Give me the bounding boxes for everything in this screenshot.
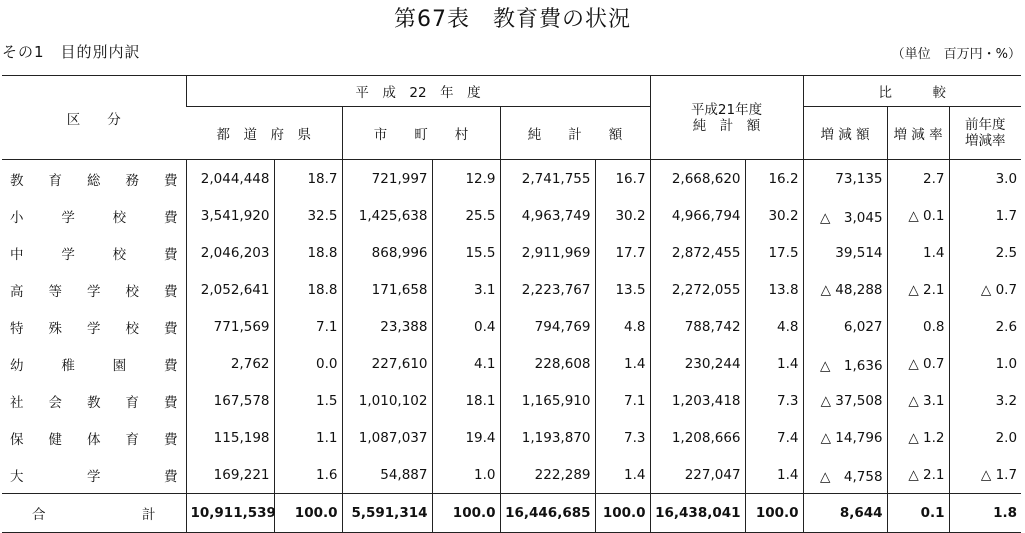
header-prev-line1: 前年度 (965, 117, 1006, 133)
cell-muni-pct: 3.1 (432, 271, 500, 308)
table-subtitle: その1 目的別内訳 (2, 43, 141, 61)
table-row (2, 345, 1021, 382)
cell-pref: 771,569 (186, 308, 274, 345)
cell-h21-pct: 4.8 (745, 308, 803, 345)
category-label: 社 会 教 育 費 (10, 394, 178, 411)
total-h21-pct: 100.0 (745, 494, 803, 533)
cell-h21: 4,966,794 (650, 197, 745, 234)
cell-pref-pct: 18.8 (274, 234, 342, 271)
unit-note: （単位 百万円・%） (891, 47, 1021, 62)
total-label (2, 494, 186, 533)
cell-prev: 1.0 (949, 345, 1021, 382)
cell-muni: 1,087,037 (342, 419, 432, 456)
total-row (2, 494, 1021, 533)
category-label: 中 学 校 費 (10, 246, 178, 263)
cell-h21: 1,203,418 (650, 382, 745, 419)
row-category (2, 345, 186, 382)
table-row (2, 456, 1021, 494)
category-label: 保 健 体 育 費 (10, 431, 178, 448)
cell-net-pct: 16.7 (595, 160, 650, 198)
cell-muni-pct: 1.0 (432, 456, 500, 494)
cell-h21-pct: 7.3 (745, 382, 803, 419)
total-h21: 16,438,041 (650, 494, 745, 533)
row-category (2, 160, 186, 198)
cell-h21-pct: 16.2 (745, 160, 803, 198)
total-diff: 8,644 (803, 494, 887, 533)
cell-muni-pct: 18.1 (432, 382, 500, 419)
cell-pref: 167,578 (186, 382, 274, 419)
header-rate: 増 減 率 (887, 107, 949, 160)
cell-prev: △ 1.7 (949, 456, 1021, 494)
total-net: 16,446,685 (500, 494, 595, 533)
row-category (2, 419, 186, 456)
cell-h21: 788,742 (650, 308, 745, 345)
cell-pref-pct: 1.1 (274, 419, 342, 456)
cell-muni: 23,388 (342, 308, 432, 345)
total-muni-pct: 100.0 (432, 494, 500, 533)
cell-net-pct: 7.1 (595, 382, 650, 419)
header-category: 区 分 (2, 76, 186, 160)
cell-net: 222,289 (500, 456, 595, 494)
cell-muni: 721,997 (342, 160, 432, 198)
cell-pref: 115,198 (186, 419, 274, 456)
cell-net-pct: 17.7 (595, 234, 650, 271)
cell-h21-pct: 7.4 (745, 419, 803, 456)
cell-pref: 2,044,448 (186, 160, 274, 198)
total-pref: 10,911,539 (186, 494, 274, 533)
category-label: 特 殊 学 校 費 (10, 320, 178, 337)
cell-net: 1,165,910 (500, 382, 595, 419)
cell-diff: △ 48,288 (803, 271, 887, 308)
cell-pref-pct: 1.6 (274, 456, 342, 494)
cell-net: 1,193,870 (500, 419, 595, 456)
cell-diff: 6,027 (803, 308, 887, 345)
cell-diff: 73,135 (803, 160, 887, 198)
cell-h21-pct: 13.8 (745, 271, 803, 308)
row-category (2, 382, 186, 419)
cell-diff: △ 4,758 (803, 456, 887, 494)
cell-h21: 1,208,666 (650, 419, 745, 456)
cell-muni: 1,425,638 (342, 197, 432, 234)
row-category (2, 271, 186, 308)
category-label: 教 育 総 務 費 (10, 172, 178, 189)
cell-pref-pct: 18.8 (274, 271, 342, 308)
cell-pref: 169,221 (186, 456, 274, 494)
row-category (2, 197, 186, 234)
cell-rate: △ 2.1 (887, 271, 949, 308)
cell-diff: △ 37,508 (803, 382, 887, 419)
cell-h21: 2,272,055 (650, 271, 745, 308)
cell-muni: 227,610 (342, 345, 432, 382)
cell-prev: 2.6 (949, 308, 1021, 345)
cell-muni-pct: 12.9 (432, 160, 500, 198)
category-label: 小 学 校 費 (10, 209, 178, 226)
header-pref: 都 道 府 県 (186, 107, 342, 160)
row-category (2, 456, 186, 494)
cell-rate: △ 2.1 (887, 456, 949, 494)
cell-net-pct: 13.5 (595, 271, 650, 308)
cell-rate: 1.4 (887, 234, 949, 271)
total-muni: 5,591,314 (342, 494, 432, 533)
header-h21-line1: 平成21年度 (690, 101, 763, 118)
cell-muni-pct: 19.4 (432, 419, 500, 456)
page-title: 第67表 教育費の状況 (394, 7, 631, 32)
cell-muni: 1,010,102 (342, 382, 432, 419)
education-expense-table (2, 75, 1021, 533)
cell-rate: △ 3.1 (887, 382, 949, 419)
cell-h21: 2,872,455 (650, 234, 745, 271)
cell-muni-pct: 25.5 (432, 197, 500, 234)
cell-pref-pct: 32.5 (274, 197, 342, 234)
table-row (2, 197, 1021, 234)
cell-net: 2,223,767 (500, 271, 595, 308)
table-row (2, 160, 1021, 198)
cell-net: 2,911,969 (500, 234, 595, 271)
header-h21-line2: 純 計 額 (692, 117, 761, 134)
cell-muni: 171,658 (342, 271, 432, 308)
cell-net-pct: 7.3 (595, 419, 650, 456)
category-label: 幼 稚 園 費 (10, 357, 178, 374)
row-category (2, 234, 186, 271)
cell-prev: 1.7 (949, 197, 1021, 234)
header-net: 純 計 額 (500, 107, 650, 160)
cell-pref: 2,762 (186, 345, 274, 382)
cell-net: 794,769 (500, 308, 595, 345)
cell-diff: △ 14,796 (803, 419, 887, 456)
header-compare: 比 較 (803, 76, 1021, 107)
cell-pref-pct: 18.7 (274, 160, 342, 198)
cell-muni: 868,996 (342, 234, 432, 271)
cell-net: 228,608 (500, 345, 595, 382)
cell-h21: 2,668,620 (650, 160, 745, 198)
total-net-pct: 100.0 (595, 494, 650, 533)
cell-pref-pct: 1.5 (274, 382, 342, 419)
total-pref-pct: 100.0 (274, 494, 342, 533)
header-diff: 増 減 額 (803, 107, 887, 160)
header-prev (949, 107, 1021, 160)
cell-net: 4,963,749 (500, 197, 595, 234)
cell-h21-pct: 1.4 (745, 456, 803, 494)
cell-rate: △ 0.7 (887, 345, 949, 382)
cell-pref-pct: 0.0 (274, 345, 342, 382)
cell-prev: △ 0.7 (949, 271, 1021, 308)
cell-rate: 0.8 (887, 308, 949, 345)
category-label: 合 計 (32, 507, 156, 523)
table-row (2, 308, 1021, 345)
cell-net-pct: 1.4 (595, 456, 650, 494)
cell-prev: 2.5 (949, 234, 1021, 271)
cell-h21-pct: 17.5 (745, 234, 803, 271)
cell-rate: 2.7 (887, 160, 949, 198)
cell-h21: 227,047 (650, 456, 745, 494)
category-label: 高 等 学 校 費 (10, 283, 178, 300)
row-category (2, 308, 186, 345)
cell-rate: △ 0.1 (887, 197, 949, 234)
cell-diff: △ 1,636 (803, 345, 887, 382)
cell-prev: 3.2 (949, 382, 1021, 419)
header-h21 (650, 76, 803, 160)
cell-h21-pct: 30.2 (745, 197, 803, 234)
cell-muni: 54,887 (342, 456, 432, 494)
cell-rate: △ 1.2 (887, 419, 949, 456)
cell-h21: 230,244 (650, 345, 745, 382)
cell-net-pct: 30.2 (595, 197, 650, 234)
cell-pref-pct: 7.1 (274, 308, 342, 345)
cell-pref: 3,541,920 (186, 197, 274, 234)
header-muni: 市 町 村 (342, 107, 500, 160)
cell-prev: 2.0 (949, 419, 1021, 456)
cell-muni-pct: 0.4 (432, 308, 500, 345)
cell-diff: △ 3,045 (803, 197, 887, 234)
cell-net-pct: 4.8 (595, 308, 650, 345)
table-row (2, 234, 1021, 271)
table-row (2, 271, 1021, 308)
cell-h21-pct: 1.4 (745, 345, 803, 382)
table-row (2, 419, 1021, 456)
cell-pref: 2,046,203 (186, 234, 274, 271)
header-h22: 平 成 22 年 度 (186, 76, 650, 107)
header-prev-line2: 増減率 (965, 133, 1006, 149)
cell-muni-pct: 4.1 (432, 345, 500, 382)
total-prev: 1.8 (949, 494, 1021, 533)
total-rate: 0.1 (887, 494, 949, 533)
category-label: 大 学 費 (10, 468, 178, 485)
table-row (2, 382, 1021, 419)
cell-diff: 39,514 (803, 234, 887, 271)
cell-net: 2,741,755 (500, 160, 595, 198)
cell-muni-pct: 15.5 (432, 234, 500, 271)
cell-prev: 3.0 (949, 160, 1021, 198)
cell-pref: 2,052,641 (186, 271, 274, 308)
cell-net-pct: 1.4 (595, 345, 650, 382)
